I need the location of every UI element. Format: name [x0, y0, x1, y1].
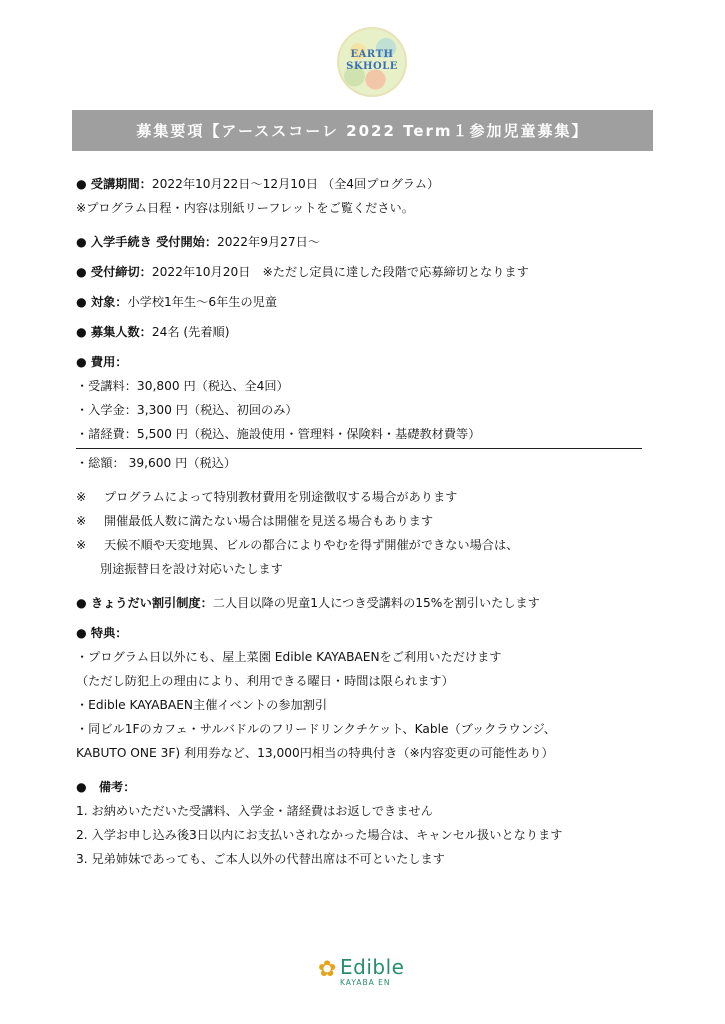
fee-item: ・入学金：3,300 円（税込、初回のみ） [76, 403, 298, 417]
deadline-row: ● 受付締切：2022年10月20日 ※ただし定員に達した段階で応募締切となります [76, 265, 529, 279]
logo-line1: EARTH [350, 49, 394, 60]
enroll-value: 2022年9月27日～ [217, 235, 321, 249]
sibling-value: 二人目以降の児童1人につき受講料の15%を割引いたします [212, 596, 540, 610]
benefit-line: KABUTO ONE 3F) 利用券など、13,000円相当の特典付き（※内容変更の可能性あり） [76, 746, 554, 760]
benefit-line: ・プログラム日以外にも、屋上菜園 Edible KAYABAENをご利用いただけます [76, 650, 502, 664]
target-value: 小学校1年生～6年生の児童 [127, 295, 278, 309]
period-label: 受講期間： [90, 177, 152, 191]
sprout-icon: ✿ [318, 957, 337, 982]
target-row: ● 対象：小学校1年生～6年生の児童 [76, 295, 278, 309]
divider [76, 448, 642, 449]
capacity-value: 24名 (先着順) [151, 325, 230, 339]
remarks-label: 備考： [98, 780, 136, 794]
note-row: ※ 天候不順や天変地異、ビルの都合によりやむを得ず開催ができない場合は、 [76, 538, 519, 552]
note-continuation: 別途振替日を設け対応いたします [100, 562, 283, 576]
remark-line: 2. 入学お申し込み後3日以内にお支払いされなかった場合は、キャンセル扱いとなります [76, 828, 563, 842]
benefits-row: ● 特典： [76, 626, 128, 640]
remark-line: 1. お納めいただいた受講料、入学金・諸経費はお返しできません [76, 804, 433, 818]
fee-item: ・諸経費：5,500 円（税込、施設使用・管理料・保険料・基礎教材費等） [76, 427, 481, 441]
note-row: ※ 開催最低人数に満たない場合は開催を見送る場合もあります [76, 514, 434, 528]
capacity-label: 募集人数： [90, 325, 152, 339]
sibling-label: きょうだい割引制度： [90, 596, 213, 610]
note-row: ※ プログラムによって特別教材費用を別途徴収する場合があります [76, 490, 458, 504]
benefit-line: ・Edible KAYABAEN主催イベントの参加割引 [76, 698, 328, 712]
benefits-label: 特典： [90, 626, 128, 640]
benefit-line: （ただし防犯上の理由により、利用できる曜日・時間は限られます） [76, 674, 454, 688]
fees-row: ● 費用： [76, 355, 128, 369]
bullet: ● [76, 177, 91, 191]
fee-item: ・受講料：30,800 円（税込、全4回） [76, 379, 289, 393]
benefit-line: ・同ビル1Fのカフェ・サルバドルのフリードリンクチケット、Kable（ブックラウンジ、 [76, 722, 556, 736]
remarks-row: ● 備考： [76, 780, 136, 794]
period-row [76, 172, 656, 196]
enroll-row: ● 入学手続き 受付開始：2022年9月27日～ [76, 235, 321, 249]
remark-line: 3. 兄弟姉妹であっても、ご本人以外の代替出席は不可といたします [76, 852, 445, 866]
period-value: 2022年10月22日～12月10日 （全4回プログラム） [151, 177, 440, 191]
logo-sub: KAYABA EN [340, 978, 391, 987]
fee-total: ・総額： 39,600 円（税込） [76, 456, 237, 470]
banner-title: 募集要項【アーススコーレ 2022 Term１参加児童募集】 [72, 110, 653, 151]
earth-skhole-logo [337, 27, 407, 97]
deadline-label: 受付締切： [90, 265, 152, 279]
deadline-value: 2022年10月20日 ※ただし定員に達した段階で応募締切となります [151, 265, 529, 279]
logo-line2: SKHOLE [346, 61, 398, 72]
target-label: 対象： [90, 295, 128, 309]
capacity-row: ● 募集人数：24名 (先着順) [76, 325, 230, 339]
recruitment-details [76, 172, 656, 871]
fees-label: 費用： [90, 355, 128, 369]
sibling-row: ● きょうだい割引制度：二人目以降の児童1人につき受講料の15%を割引いたします [76, 596, 540, 610]
period-note: ※プログラム日程・内容は別紙リーフレットをご覧ください。 [76, 201, 414, 215]
edible-kayabaen-logo [318, 955, 418, 991]
enroll-label: 入学手続き 受付開始： [90, 235, 218, 249]
logo-word: Edible [340, 955, 405, 979]
